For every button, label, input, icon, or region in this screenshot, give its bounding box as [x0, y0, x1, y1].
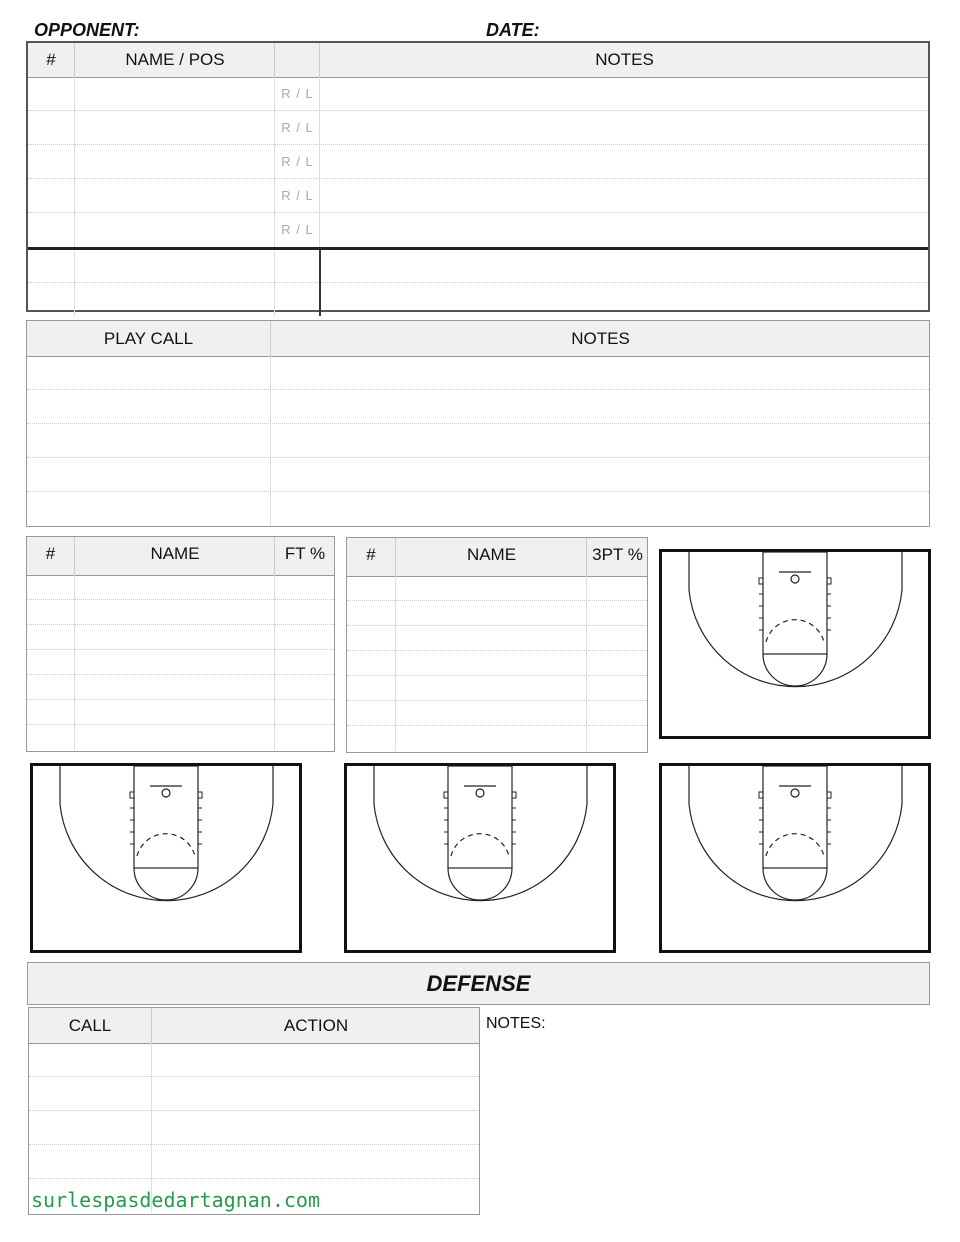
roster-rl-cell[interactable]: R / L [274, 77, 320, 111]
ft-pct-cell[interactable] [274, 675, 335, 700]
roster-name-cell[interactable] [74, 283, 275, 316]
defense-action-cell[interactable] [151, 1145, 480, 1179]
ft-body [27, 575, 334, 751]
three-row[interactable] [347, 651, 647, 676]
three-name-cell[interactable] [395, 576, 587, 601]
defense-call-cell[interactable] [29, 1111, 151, 1145]
three-body [347, 576, 647, 752]
free-throw-circle-top [766, 834, 824, 856]
ft-row[interactable] [27, 675, 334, 700]
ft-name-cell[interactable] [74, 700, 275, 725]
ft-pct-cell[interactable] [274, 725, 335, 750]
rim [476, 789, 484, 797]
defense-row[interactable] [29, 1077, 479, 1111]
roster-notes-cell[interactable] [319, 213, 929, 247]
free-throw-circle-bottom [448, 868, 512, 900]
free-throw-circle-top [137, 834, 195, 856]
three-name-cell[interactable] [395, 651, 587, 676]
lane [763, 766, 827, 868]
three-pct-cell[interactable] [586, 626, 648, 651]
three-row[interactable] [347, 626, 647, 651]
three-row[interactable] [347, 576, 647, 601]
roster-notes-cell[interactable] [319, 283, 930, 316]
roster-name-header: NAME / POS [74, 43, 275, 77]
three-number-cell[interactable] [347, 676, 395, 701]
play-call-cell[interactable] [27, 390, 270, 424]
roster-name-cell[interactable] [74, 213, 275, 247]
defense-action-header: ACTION [151, 1008, 480, 1043]
three-pct-cell[interactable] [586, 701, 648, 726]
ft-name-cell[interactable] [74, 675, 275, 700]
defense-call-header: CALL [68, 1016, 112, 1035]
play-call-cell[interactable] [27, 424, 270, 458]
ft-number-cell[interactable] [27, 600, 74, 625]
three-number-header: # [366, 545, 376, 564]
roster-name-cell[interactable] [74, 179, 275, 213]
defense-header-row [29, 1008, 479, 1044]
ft-table [26, 536, 335, 752]
court-diagram-2[interactable] [30, 763, 302, 953]
lane [134, 766, 198, 868]
three-name-cell[interactable] [395, 701, 587, 726]
three-number-cell[interactable] [347, 726, 395, 751]
ft-number-cell[interactable] [27, 650, 74, 675]
ft-pct-cell[interactable] [274, 625, 335, 650]
three-row[interactable] [347, 676, 647, 701]
ft-number-cell[interactable] [27, 700, 74, 725]
roster-notes-cell[interactable] [319, 250, 930, 283]
three-row[interactable] [347, 726, 647, 751]
three-pct-cell[interactable] [586, 601, 648, 626]
rim [162, 789, 170, 797]
ft-number-header: # [45, 544, 56, 563]
court-diagram-3[interactable] [344, 763, 616, 953]
roster-rl-cell[interactable] [274, 283, 320, 316]
three-number-cell[interactable] [347, 701, 395, 726]
three-row[interactable] [347, 701, 647, 726]
roster-notes-cell[interactable] [319, 145, 929, 179]
roster-number-cell[interactable] [28, 283, 74, 316]
play-notes-cell[interactable] [270, 424, 930, 458]
roster-number-cell[interactable] [28, 213, 74, 247]
play-notes-header: NOTES [270, 321, 930, 356]
three-name-cell[interactable] [395, 626, 587, 651]
roster-number-header: # [46, 50, 56, 69]
defense-row[interactable] [29, 1145, 479, 1179]
roster-number-cell[interactable] [28, 250, 74, 283]
three-row[interactable] [347, 601, 647, 626]
play-call-cell[interactable] [27, 458, 270, 492]
free-throw-circle-bottom [134, 868, 198, 900]
three-name-cell[interactable] [395, 676, 587, 701]
three-number-cell[interactable] [347, 626, 395, 651]
play-header-row [27, 321, 929, 357]
roster-rl-cell[interactable]: R / L [274, 145, 320, 179]
three-pct-cell[interactable] [586, 651, 648, 676]
defense-call-cell[interactable] [29, 1043, 151, 1077]
block-left [444, 792, 448, 798]
date-label: DATE: [486, 20, 540, 40]
ft-number-cell[interactable] [27, 625, 74, 650]
roster-rl-cell[interactable] [274, 250, 320, 283]
roster-rl-cell[interactable]: R / L [274, 111, 320, 145]
rim [791, 575, 799, 583]
play-notes-cell[interactable] [270, 356, 930, 390]
ft-name-cell[interactable] [74, 725, 275, 750]
defense-action-cell[interactable] [151, 1043, 480, 1077]
free-throw-circle-bottom [763, 868, 827, 900]
roster-number-cell[interactable] [28, 77, 74, 111]
ft-pct-cell[interactable] [274, 600, 335, 625]
roster-number-cell[interactable] [28, 179, 74, 213]
ft-name-cell[interactable] [74, 600, 275, 625]
ft-header-row [27, 537, 334, 576]
defense-action-cell[interactable] [151, 1111, 480, 1145]
play-row[interactable] [27, 424, 929, 458]
block-right [198, 792, 202, 798]
play-call-header: PLAY CALL [103, 329, 194, 348]
lane [763, 552, 827, 654]
ft-number-cell[interactable] [27, 725, 74, 750]
play-row[interactable] [27, 458, 929, 492]
play-notes-cell[interactable] [270, 390, 930, 424]
play-call-cell[interactable] [27, 492, 270, 526]
ft-number-cell[interactable] [27, 575, 74, 600]
ft-pct-cell[interactable] [274, 700, 335, 725]
three-table [346, 537, 648, 753]
block-left [130, 792, 134, 798]
roster-row[interactable] [28, 250, 928, 283]
lane [448, 766, 512, 868]
defense-table [28, 1007, 480, 1215]
defense-notes-label: NOTES: [486, 1015, 546, 1032]
ft-name-cell[interactable] [74, 575, 275, 600]
roster-extra-rows [28, 250, 928, 318]
ft-row[interactable] [27, 725, 334, 750]
rim [791, 789, 799, 797]
roster-rl-cell[interactable]: R / L [274, 179, 320, 213]
play-notes-cell[interactable] [270, 492, 930, 526]
ft-name-header: NAME [74, 537, 275, 575]
roster-name-cell[interactable] [74, 111, 275, 145]
three-number-cell[interactable] [347, 601, 395, 626]
roster-notes-cell[interactable] [319, 179, 929, 213]
roster-row[interactable] [28, 145, 928, 179]
roster-row[interactable] [28, 179, 928, 213]
defense-title: DEFENSE [27, 962, 930, 1005]
ft-row[interactable] [27, 575, 334, 600]
roster-row[interactable] [28, 111, 928, 145]
free-throw-circle-bottom [763, 654, 827, 686]
play-call-table [26, 320, 930, 527]
three-name-header: NAME [395, 538, 587, 576]
half-court-drawing [33, 766, 299, 950]
play-notes-cell[interactable] [270, 458, 930, 492]
roster-notes-cell[interactable] [319, 77, 929, 111]
court-diagram-1[interactable] [659, 549, 931, 739]
ft-row[interactable] [27, 625, 334, 650]
roster-table [26, 41, 930, 312]
ft-name-cell[interactable] [74, 650, 275, 675]
roster-notes-cell[interactable] [319, 111, 929, 145]
half-court-drawing [347, 766, 613, 950]
defense-row[interactable] [29, 1111, 479, 1145]
defense-call-cell[interactable] [29, 1145, 151, 1179]
ft-name-cell[interactable] [74, 625, 275, 650]
roster-number-cell[interactable] [28, 111, 74, 145]
roster-row[interactable] [28, 77, 928, 111]
three-number-cell[interactable] [347, 651, 395, 676]
free-throw-circle-top [451, 834, 509, 856]
three-name-cell[interactable] [395, 726, 587, 751]
play-row[interactable] [27, 492, 929, 526]
roster-header-row [28, 43, 928, 78]
roster-row[interactable] [28, 213, 928, 247]
three-pct-cell[interactable] [586, 576, 648, 601]
half-court-drawing [662, 766, 928, 950]
roster-body [28, 77, 928, 312]
half-court-drawing [662, 552, 928, 736]
play-body [27, 356, 929, 526]
play-call-cell[interactable] [27, 356, 270, 390]
opponent-label: OPPONENT: [34, 20, 140, 40]
watermark-text: surlespasdedartagnan.com [31, 1188, 320, 1212]
ft-pct-header: FT % [274, 537, 335, 575]
ft-row[interactable] [27, 700, 334, 725]
roster-rl-rows [28, 77, 928, 247]
ft-pct-cell[interactable] [274, 575, 335, 600]
free-throw-circle-top [766, 620, 824, 642]
three-pct-header: 3PT % [586, 538, 648, 576]
roster-number-cell[interactable] [28, 145, 74, 179]
roster-rl-cell[interactable]: R / L [274, 213, 320, 247]
defense-row[interactable] [29, 1043, 479, 1077]
roster-name-cell[interactable] [74, 250, 275, 283]
ft-row[interactable] [27, 650, 334, 675]
three-name-cell[interactable] [395, 601, 587, 626]
play-row[interactable] [27, 356, 929, 390]
three-number-cell[interactable] [347, 576, 395, 601]
three-pct-cell[interactable] [586, 726, 648, 751]
three-pct-cell[interactable] [586, 676, 648, 701]
court-diagram-4[interactable] [659, 763, 931, 953]
three-header-row [347, 538, 647, 577]
play-row[interactable] [27, 390, 929, 424]
roster-row[interactable] [28, 283, 928, 316]
roster-name-cell[interactable] [74, 77, 275, 111]
roster-name-cell[interactable] [74, 145, 275, 179]
ft-number-cell[interactable] [27, 675, 74, 700]
roster-notes-header: NOTES [319, 43, 929, 77]
ft-row[interactable] [27, 600, 334, 625]
defense-action-cell[interactable] [151, 1077, 480, 1111]
defense-call-cell[interactable] [29, 1077, 151, 1111]
ft-pct-cell[interactable] [274, 650, 335, 675]
